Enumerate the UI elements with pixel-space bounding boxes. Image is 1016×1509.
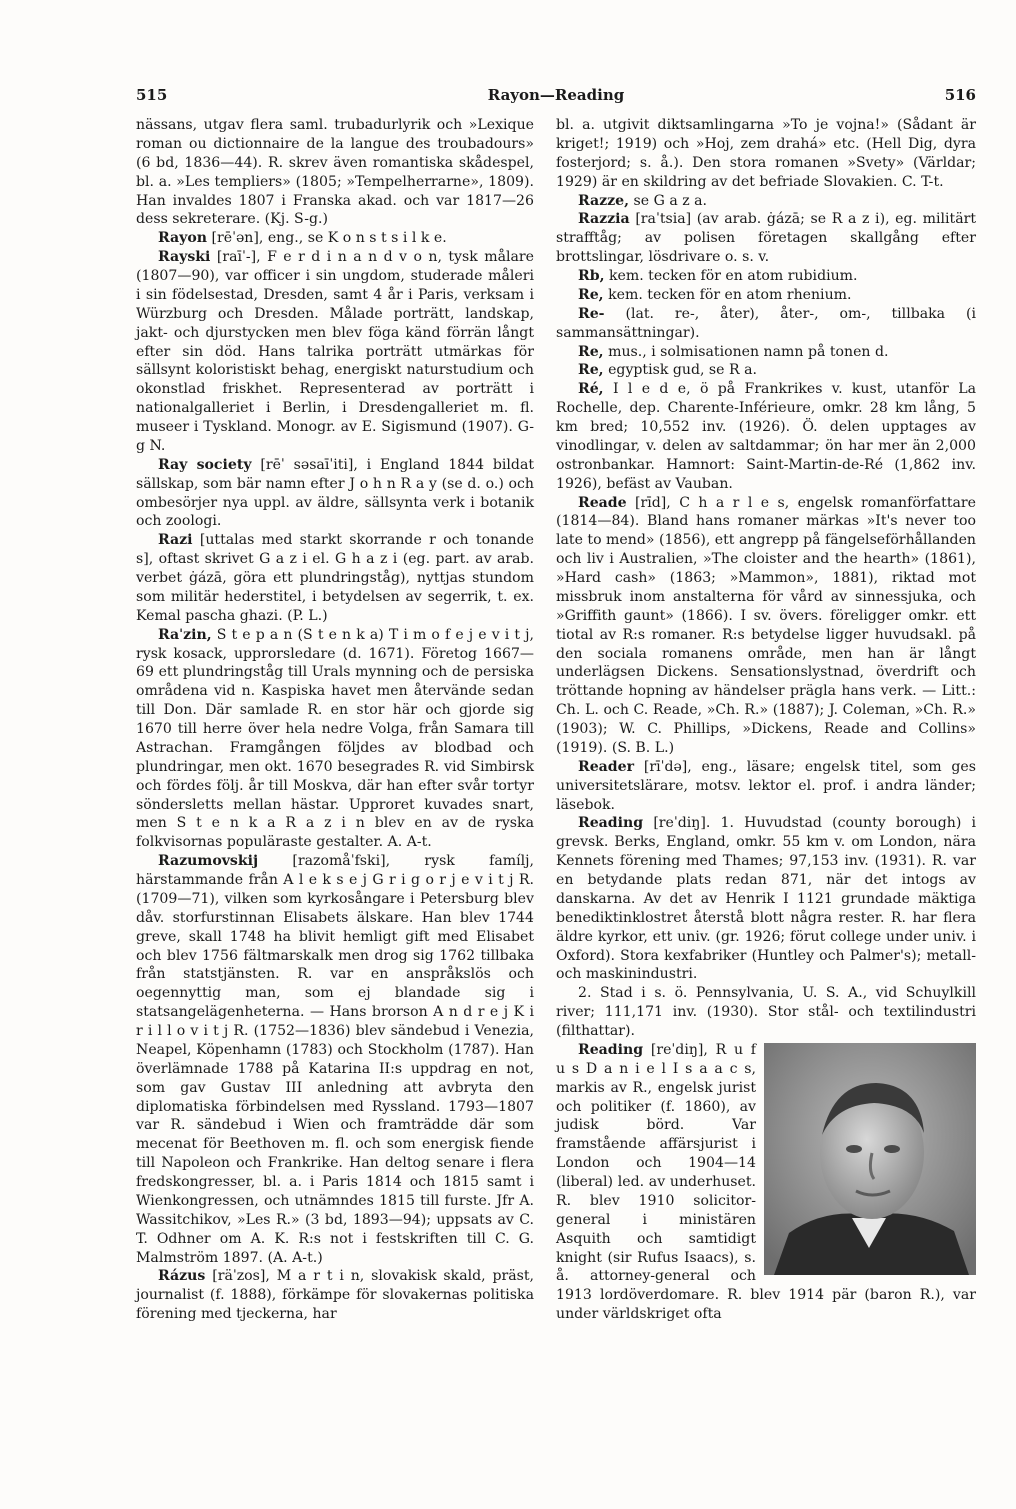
page-header [136, 86, 976, 112]
dictionary-entry [556, 361, 976, 380]
entry-headword: Reader [578, 758, 635, 775]
entry-text: nässans, utgav flera saml. trubadurlyrik och »Lexique roman ou dictionnaire de la langue des troubadours» (6 bd, 1836—44). R. skrev även romantiska skådespel, bl. a. »Les templiers» (1805; »Tempelherrarne», 1809). Han invaldes 1807 i Franska akad. och var 1817—26 dess sekreterare. (Kj. S-g.) [136, 117, 534, 228]
entry-text: egyptisk gud, se R a. [608, 362, 757, 379]
entry-headword: Rayon [158, 230, 208, 247]
entry-text: 2. Stad i s. ö. Pennsylvania, U. S. A., vid Schuylkill river; 111,171 inv. (1930). Stor stål- och textilindustri (filthattar). [556, 985, 976, 1039]
dictionary-entry [556, 380, 976, 493]
right-column [556, 116, 976, 1324]
entry-headword: Rb, [578, 268, 605, 284]
entry-text: [rēˈən], eng., se K o n s t s i l k e. [211, 230, 447, 247]
dictionary-entry [556, 814, 976, 984]
entry-continuation [556, 984, 976, 1041]
entry-headword: Razzia [578, 211, 630, 228]
entry-text: I l e d e, ö på Frankrikes v. kust, utanför La Rochelle, dep. Charente-Inférieure, omkr. 28 km lång, 5 km bred; 10,552 inv. (1926). Ö. delen upptages av vinodlingar, v. delen av saltdammar; ön har mer än 2,000 ostronbankar. Hamnort: Saint-Martin-de-Ré (1,862 inv. 1926), befäst av Vauban. [556, 381, 977, 492]
entry-headword: Reade [578, 494, 627, 511]
entry-headword: Ré, [578, 381, 604, 398]
entry-headword: Ray society [158, 456, 252, 473]
entry-headword: Re, [578, 343, 604, 360]
entry-headword: Re, [578, 362, 604, 379]
entry-text: [razomåˈfski], rysk famílj, härstammande från A l e k s e j G r i g o r j e v i t j R. (1709—71), vilken som kyrkosångare i Petersburg blev dåv. storfurstinnan Elisabets älskare. Han blev 1744 greve, skall 1748 ha blivit hemligt gift med Elisabet och blev 1756 fältmarskalk men drog sig 1762 tillbaka från statstjänsten. R. var en anspråkslös och oegennyttig man, som ej blandade sig i statsangelägenheterna. — Hans brorson A n d r e j K i r i l l o v i t j R. (1752—1836) blev sändebud i Venezia, Neapel, Köpenhamn (1783) och Stockholm (1787). Han överlämnade 1788 på Katarina II:s uppdrag en not, som gav Gustav III anledning att avbryta den diplomatiska förbindelsen med Ryssland. 1793—1807 var R. sändebud i Wien och framträdde där som mecenat för Beethoven m. fl. och som energisk fiende till Napoleon och Frankrike. Han deltog senare i flera fredskongresser, bl. a. i Paris 1814 och 1815 samt i Wienkongressen, och utnämndes 1815 till furste. Jfr A. Wassitchikov, »Les R.» (3 bd, 1893—94); uppsats av C. T. Odhner om A. K. R:s not i festskriften till C. G. Malmström 1897. (A. A-t.) [136, 853, 534, 1266]
entry-text: [reˈdiŋ], R u f u s D a n i e l I s a a c s, markis av R., engelsk jurist och politiker (f. 1860), av judisk börd. Var framstående affärsjurist i London och 1904—14 (liberal) led. av underhuset. R. blev 1910 solicitor-general i ministären Asquith och samtidigt knight (sir Rufus Isaacs), s. å. attorney-general och 1913 lordöverdomare. R. blev 1914 pär (baron R.), var under världskriget ofta [556, 1041, 976, 1323]
running-title: Rayon—Reading [487, 86, 625, 104]
portrait-photo [764, 1043, 976, 1275]
dictionary-entry [136, 248, 534, 456]
entry-headword: Razi [158, 532, 193, 549]
left-column [136, 116, 534, 1324]
entry-text: mus., i solmisationen namn på tonen d. [608, 343, 889, 360]
entry-continuation [556, 116, 976, 192]
entry-text: bl. a. utgivit diktsamlingarna »To je vojna!» (Sådant är kriget!; 1919) och »Hoj, zem drahá» etc. (Hell Dig, dyra fosterjord; s. å.). Den stora romanen »Svety» (Världar; 1929) är en skildring av det befriade Slovakien. C. T-t. [556, 117, 976, 190]
page-number-left: 515 [136, 86, 168, 104]
dictionary-entry [556, 305, 976, 343]
dictionary-entry [556, 210, 976, 267]
dictionary-entry [556, 286, 976, 305]
entry-headword: Reading [578, 1041, 644, 1058]
entry-headword: Raˈzin, [158, 626, 212, 643]
dictionary-entry [136, 852, 534, 1267]
dictionary-entry [136, 531, 534, 625]
entry-headword: Rayski [158, 249, 211, 266]
entry-text: [rīd], C h a r l e s, engelsk romanförfattare (1814—84). Bland hans romaner märkas »It's never too late to mend» (1856), ett angrepp på fängelseförhållanden och liv i Australien, »The cloister and the hearth» (1861), »Hard cash» (1863; »Mammon», 1881), riktad mot missbruk inom anstalterna för vård av sinnessjuka, och »Griffith gaunt» (1866). I sv. övers. föreligger omkr. ett tiotal av R:s romaner. R:s betydelse ligger huvudsakl. på den sociala romanens område, men han är långt underlägsen Dickens. Sensationslystnad, överdrift och tröttande hopning av händelser prägla hans verk. — Litt.: Ch. L. och C. Reade, »Ch. R.» (1887); J. Coleman, »Ch. R.» (1903); W. C. Phillips, »Dickens, Reade and Collins» (1919). (S. B. L.) [556, 494, 976, 756]
dictionary-entry [136, 1267, 534, 1324]
entry-headword: Razumovskij [158, 853, 259, 870]
dictionary-entry [556, 494, 976, 758]
entry-text: [reˈdiŋ]. 1. Huvudstad (county borough) i grevsk. Berks, England, omkr. 55 km v. om London, nära Kennets förening med Thames; 97,153 inv. (1931). R. var en betydande plats redan 871, när det intogs av danskarna. Av det av Henrik I 1121 grundade mäktiga benediktinklostret återstå blott några rester. R. har flera äldre kyrkor, ett univ. (gr. 1926; förut college under univ. i Oxford). Stora kexfabriker (Huntley och Palmer's); metall- och maskinindustri. [556, 815, 977, 983]
entry-text: kem. tecken för en atom rhenium. [608, 286, 852, 303]
dictionary-entry [136, 626, 534, 853]
entry-text: [rīˈdə], eng., läsare; engelsk titel, som ges universitetslärare, motsv. lektor el. prof. i andra länder; läsebok. [556, 758, 976, 813]
entry-headword: Rázus [158, 1268, 206, 1285]
entry-text: (lat. re-, åter), åter-, om-, tillbaka (i sammansättningar). [556, 305, 976, 341]
dictionary-entry [556, 1041, 976, 1324]
entry-text: kem. tecken för en atom rubidium. [608, 268, 858, 284]
entry-headword: Reading [578, 815, 644, 832]
entry-text: S t e p a n (S t e n k a) T i m o f e j e v i t j, rysk kosack, upprorsledare (d. 1671). Företog 1667—69 ett plundringståg till Urals mynning och de persiska områdena vid n. Kaspiska havet men återvände sedan till Don. Där samlade R. en stor här och gjorde sig 1670 till herre över hela nedre Volga, från Samara till Astrachan. Framgången följdes av blodbad och plundringar, men okt. 1670 besegrades R. vid Simbirsk och fördes följ. år till Moskva, där han efter svår tortyr söndersletts mellan hästar. Upproret kuvades snart, men S t e n k a R a z i n blev en av de ryska folkvisornas populäraste gestalter. A. A-t. [136, 626, 534, 851]
entry-text: se G a z a. [633, 192, 708, 209]
dictionary-entry [556, 343, 976, 362]
entry-continuation [136, 116, 534, 229]
dictionary-entry [556, 758, 976, 815]
entry-headword: Razze, [578, 192, 630, 209]
entry-text: [räˈzos], M a r t i n, slovakisk skald, präst, journalist (f. 1888), förkämpe för slovakernas politiska förening med tjeckerna, har [136, 1268, 534, 1323]
entry-text: [rēˈ səsaīˈiti], i England 1844 bildat sällskap, som bär namn efter J o h n R a y (se d. o.) och ombesörjer nya uppl. av äldre, sällsynta verk i botanik och zoologi. [136, 456, 535, 530]
entry-headword: Re- [578, 305, 605, 322]
page-number-right: 516 [944, 86, 976, 104]
entry-headword: Re, [578, 286, 604, 303]
entry-text: [uttalas med starkt skorrande r och tonande s], oftast skrivet G a z i el. G h a z i (eg. part. av arab. verbet ġázā, göra ett plundringståg), nyttjas stundom som militär hederstitel, i betydelsen av segerrik, t. ex. Kemal pascha ghazi. (P. L.) [136, 532, 534, 624]
dictionary-entry [556, 192, 976, 211]
entry-text: [raˈtsia] (av arab. ġázā; se R a z i), eg. militärt strafftåg; av polisen företagen skallgång efter brottslingar, lösdrivare o. s. v. [556, 211, 976, 266]
entry-text: [raīˈ-], F e r d i n a n d v o n, tysk målare (1807—90), var officer i sin ungdom, studerade måleri i sin födelsestad, Dresden, samt 4 år i Paris, verksam i Würzburg och Dresden. Målade porträtt, landskap, jakt- och djurstycken men blev föga känd förrän långt efter sin död. Hans talrika porträtt utmärkas för sällsynt koloristiskt behag, energiskt naturstudium och okonstlad friskhet. Representerad av porträtt i nationalgalleriet i Berlin, i Dresdengalleriet m. fl. museer i Tyskland. Monogr. av E. Sigismund (1907). G-g N. [136, 249, 534, 454]
dictionary-entry [136, 229, 534, 248]
dictionary-entry [136, 456, 534, 532]
dictionary-entry [556, 267, 976, 286]
